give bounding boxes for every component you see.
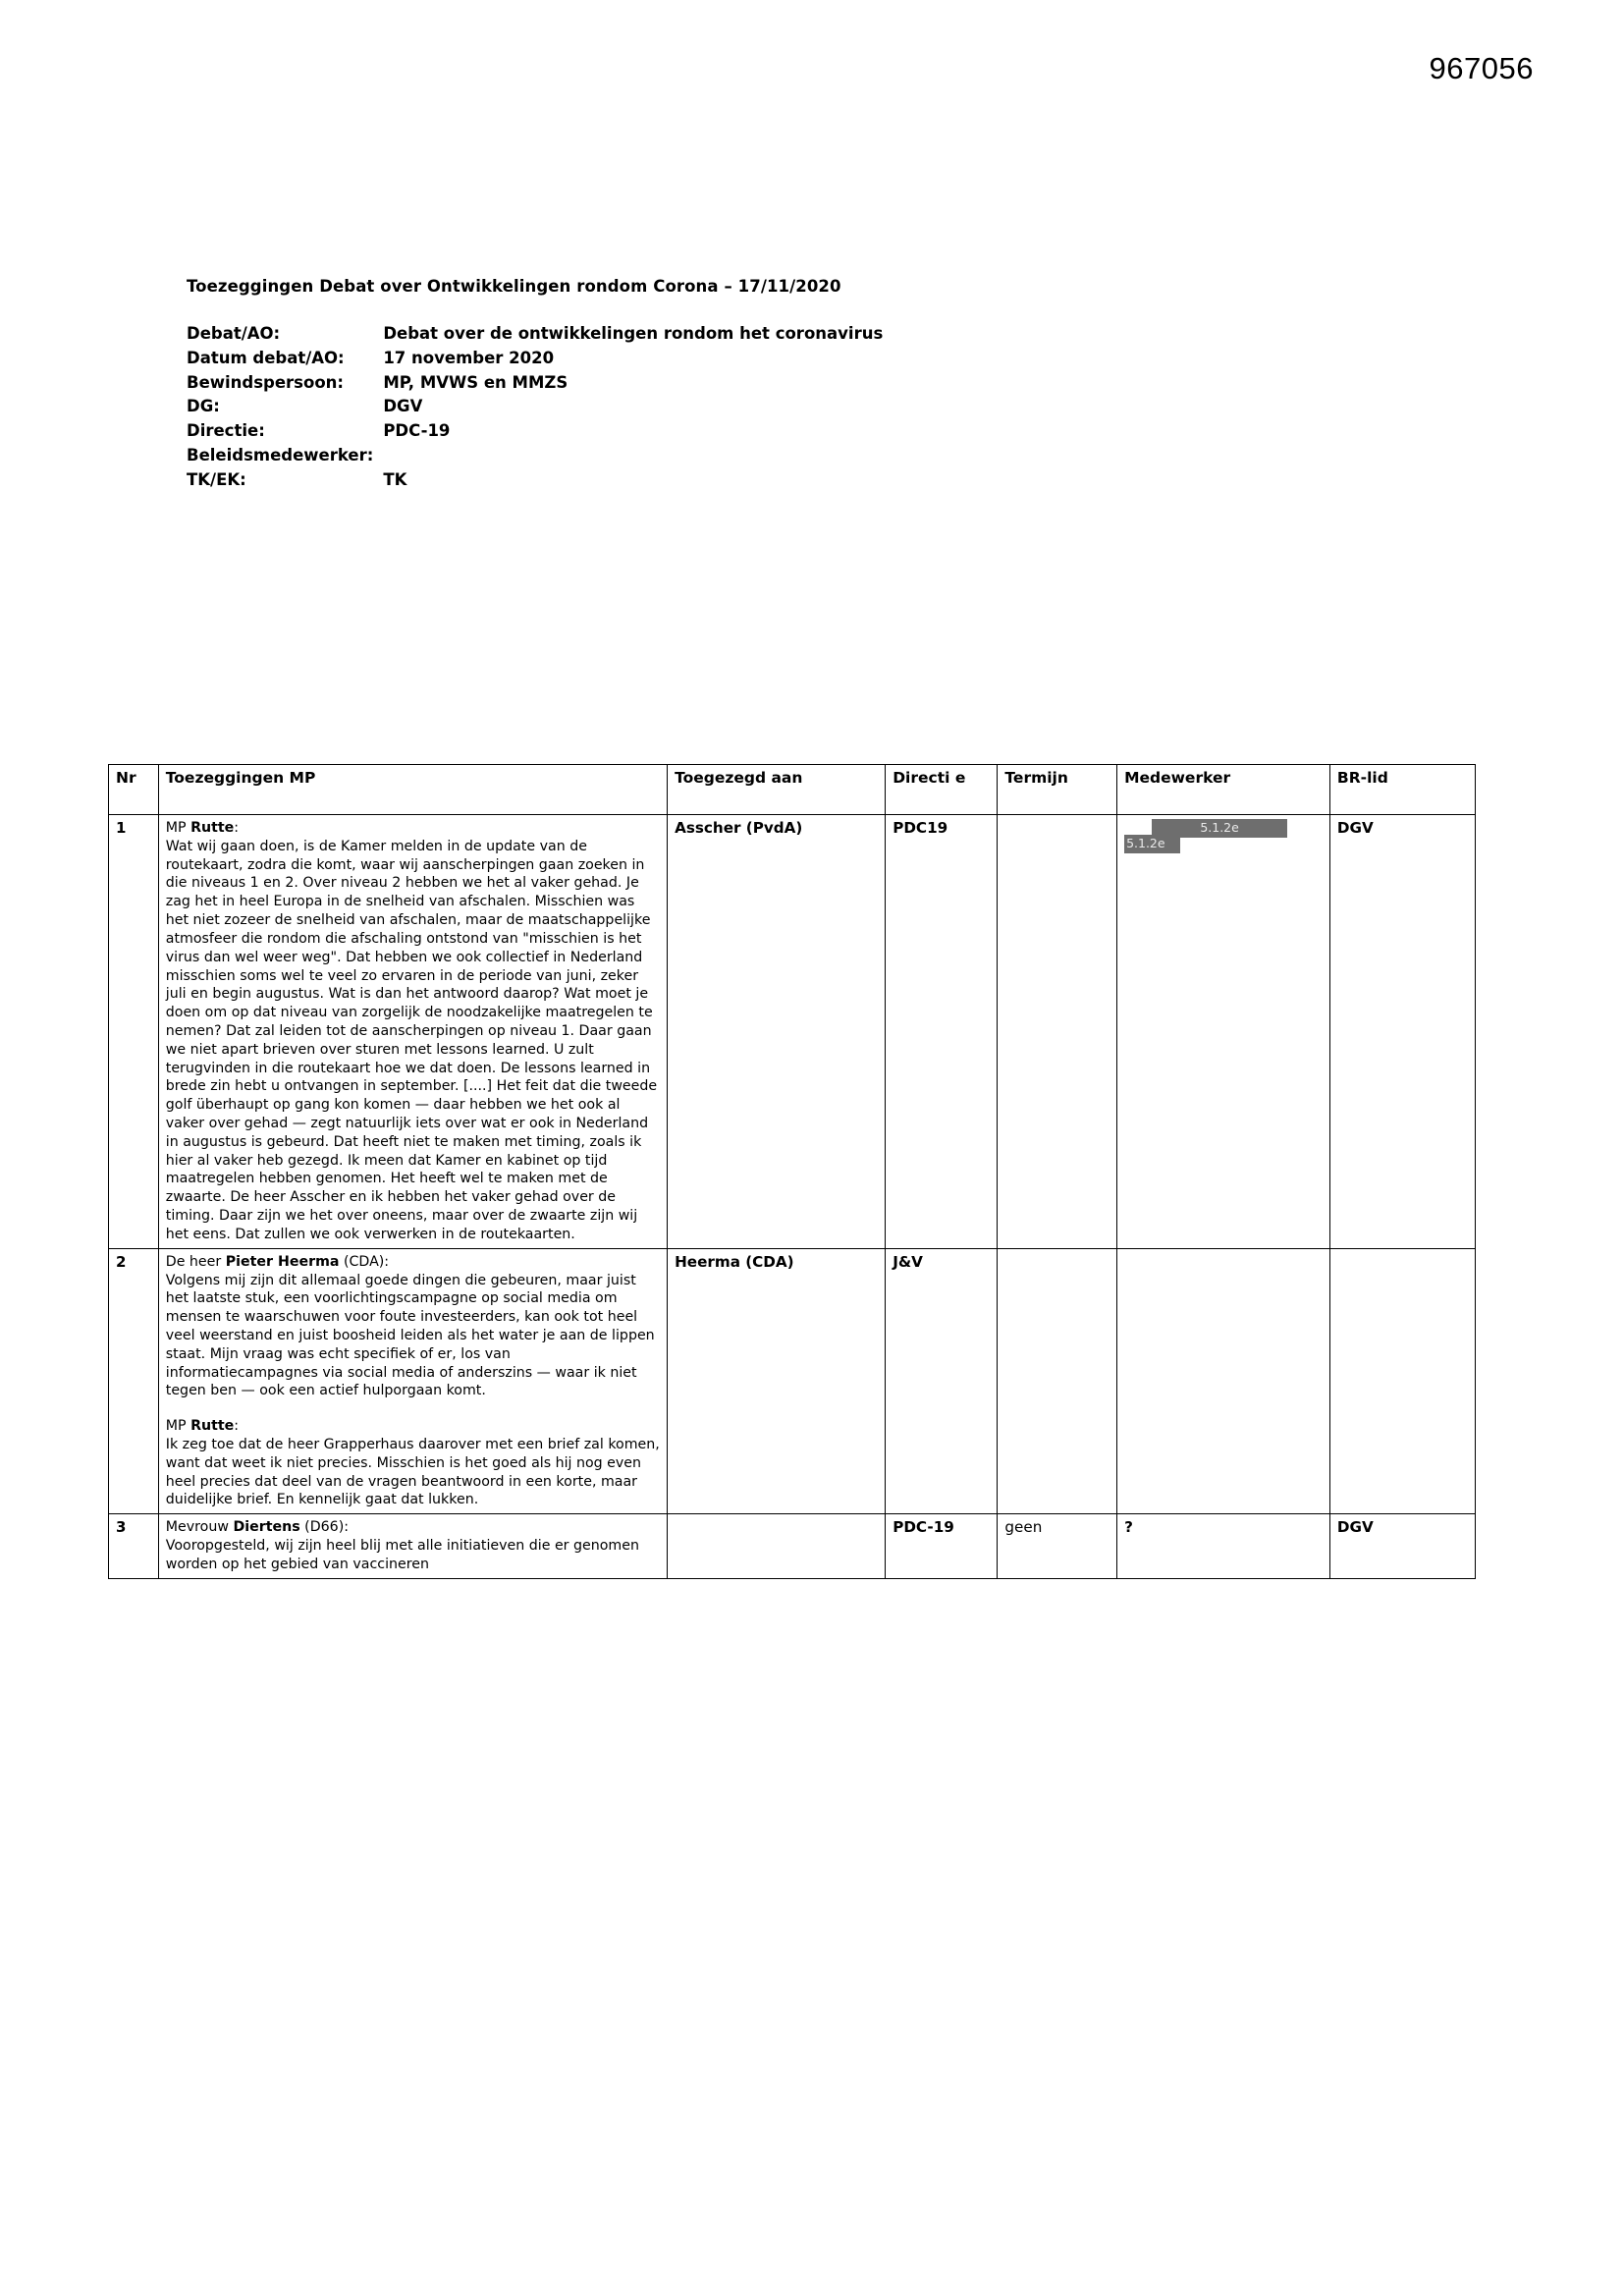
toegezegd-aan-value: Asscher (PvdA) xyxy=(668,815,886,1249)
termijn-value: geen xyxy=(998,1514,1117,1578)
column-header-medewerker: Medewerker xyxy=(1117,765,1330,815)
metadata-row xyxy=(187,323,883,348)
metadata-row xyxy=(187,372,883,397)
br-lid-value xyxy=(1329,1248,1475,1514)
br-lid-value: DGV xyxy=(1329,1514,1475,1578)
termijn-value xyxy=(998,1248,1117,1514)
toezegging-text xyxy=(158,1248,667,1514)
speaker-attribution xyxy=(166,819,661,838)
metadata-label: Bewindspersoon: xyxy=(187,372,345,392)
speaker-prefix: Mevrouw xyxy=(165,1519,234,1536)
column-header-toezeggingen: Toezeggingen MP xyxy=(158,765,667,815)
toezegging-text xyxy=(158,1514,667,1578)
row-number: 3 xyxy=(109,1514,159,1578)
speaker-suffix: (D66): xyxy=(299,1519,350,1536)
speaker-suffix: : xyxy=(234,820,240,836)
column-header-termijn: Termijn xyxy=(998,765,1117,815)
speaker-prefix: MP xyxy=(165,1418,191,1435)
redaction-box: 5.1.2e xyxy=(1152,819,1287,838)
toezeggingen-table xyxy=(108,764,1476,1579)
termijn-value xyxy=(998,815,1117,1249)
metadata-row xyxy=(187,420,883,445)
table-header-row xyxy=(109,765,1476,815)
medewerker-value: ? xyxy=(1117,1514,1330,1578)
metadata-table xyxy=(187,323,883,493)
document-title: Toezeggingen Debat over Ontwikkelingen rondom Corona – 17/11/2020 xyxy=(187,277,841,296)
metadata-value: TK xyxy=(383,469,407,489)
speaker-name: Pieter Heerma xyxy=(225,1253,340,1270)
speaker-name: Diertens xyxy=(233,1519,300,1536)
speaker-attribution-2 xyxy=(166,1417,661,1436)
directie-value: J&V xyxy=(886,1248,998,1514)
metadata-value: MP, MVWS en MMZS xyxy=(383,372,568,392)
directie-value: PDC19 xyxy=(886,815,998,1249)
quote-text: Vooropgesteld, wij zijn heel blij met alle initiatieven die er genomen worden op het gebied van vaccineren xyxy=(165,1538,639,1572)
metadata-row xyxy=(187,396,883,420)
speaker-attribution xyxy=(166,1518,661,1537)
metadata-label: Debat/AO: xyxy=(187,324,281,343)
medewerker-value xyxy=(1117,1248,1330,1514)
table-row xyxy=(109,1514,1476,1578)
medewerker-value xyxy=(1117,815,1330,1249)
metadata-label: DG: xyxy=(187,397,220,416)
redaction-box: 5.1.2e xyxy=(1124,835,1180,853)
speaker-attribution xyxy=(166,1253,661,1272)
heading-block xyxy=(187,277,1365,493)
speaker-suffix: : xyxy=(234,1418,240,1435)
directie-value: PDC-19 xyxy=(886,1514,998,1578)
metadata-value: 17 november 2020 xyxy=(383,348,555,367)
row-number: 2 xyxy=(109,1248,159,1514)
metadata-value: DGV xyxy=(383,397,423,416)
toezeggingen-table-wrapper xyxy=(108,764,1476,1579)
speaker-prefix: De heer xyxy=(165,1253,226,1270)
metadata-value: Debat over de ontwikkelingen rondom het coronavirus xyxy=(383,324,884,343)
quote-text: Volgens mij zijn dit allemaal goede dingen die gebeuren, maar juist het laatste stuk, een voorlichtingscampagne op social media om mensen te waarschuwen voor foute investeerders, kan ook tot heel veel weerstand en juist boosheid leiden als het water je aan de lippen staat. Mijn vraag was echt specifiek of er, los van informatiecampagnes via social media of anderszins — waar ik niet tegen ben — ook een actief hulporgaan komt. xyxy=(165,1272,655,1399)
table-row xyxy=(109,815,1476,1249)
metadata-label: TK/EK: xyxy=(187,469,246,489)
column-header-directie: Directi e xyxy=(886,765,998,815)
toezegging-text xyxy=(158,815,667,1249)
column-header-br-lid: BR-lid xyxy=(1329,765,1475,815)
metadata-label: Directie: xyxy=(187,421,265,441)
document-number: 967056 xyxy=(1429,51,1534,85)
quote-text-2: Ik zeg toe dat de heer Grapperhaus daarover met een brief zal komen, want dat weet ik niet precies. Misschien is het goed als hij nog even heel precies dat deel van de vragen beantwoord in een korte, maar duidelijke brief. En kennelijk gaat dat lukken. xyxy=(165,1437,660,1508)
table-row xyxy=(109,1248,1476,1514)
paragraph-spacer xyxy=(166,1400,661,1417)
metadata-value: PDC-19 xyxy=(383,421,451,441)
metadata-value xyxy=(383,445,883,469)
speaker-name: Rutte xyxy=(190,820,235,836)
toegezegd-aan-value: Heerma (CDA) xyxy=(668,1248,886,1514)
speaker-suffix: (CDA): xyxy=(339,1253,390,1270)
speaker-name: Rutte xyxy=(190,1418,235,1435)
metadata-row xyxy=(187,348,883,372)
br-lid-value: DGV xyxy=(1329,815,1475,1249)
speaker-prefix: MP xyxy=(165,820,191,836)
toegezegd-aan-value xyxy=(668,1514,886,1578)
column-header-nr: Nr xyxy=(109,765,159,815)
column-header-toegezegd-aan: Toegezegd aan xyxy=(668,765,886,815)
redaction-group xyxy=(1124,819,1324,858)
metadata-label: Datum debat/AO: xyxy=(187,348,345,367)
metadata-row xyxy=(187,469,883,494)
metadata-label: Beleidsmedewerker: xyxy=(187,445,374,465)
quote-text: Wat wij gaan doen, is de Kamer melden in de update van de routekaart, zodra die komt, waar wij aanscherpingen gaan zoeken in die niveaus 1 en 2. Over niveau 2 hebben we het al vaker gehad. Je zag het in heel Europa in de snelheid van afschalen. Misschien was het niet zozeer de snelheid van afschalen, maar de maatschappelijke atmosfeer die rondom die afschaling ontstond van "misschien is het virus dan wel weer weg". Dat hebben we ook collectief in Nederland misschien soms wel te veel zo ervaren in de periode van juni, zeker juli en begin augustus. Wat is dan het antwoord daarop? Wat moet je doen om op dat niveau van zorgelijk de noodzakelijke maatregelen te nemen? Dat zal leiden tot de aanscherpingen op niveau 1. Daar gaan we niet apart brieven over sturen met lessons learned. U zult terugvinden in die routekaart hoe we dat doen. De lessons learned in brede zin hebt u ontvangen in september. [....] Het feit dat die tweede golf überhaupt op gang kon komen — daar hebben we het ook al vaker over gehad — zegt natuurlijk iets over wat er ook in Nederland in augustus is gebeurd. Dat heeft niet te maken met timing, zoals ik hier al vaker heb gezegd. Ik meen dat Kamer en kabinet op tijd maatregelen hebben genomen. Het heeft wel te maken met de zwaarte. De heer Asscher en ik hebben het vaker gehad over de timing. Daar zijn we het over oneens, maar over de zwaarte zijn wij het eens. Dat zullen we ook verwerken in de routekaarten. xyxy=(165,838,658,1242)
row-number: 1 xyxy=(109,815,159,1249)
metadata-row xyxy=(187,445,883,469)
